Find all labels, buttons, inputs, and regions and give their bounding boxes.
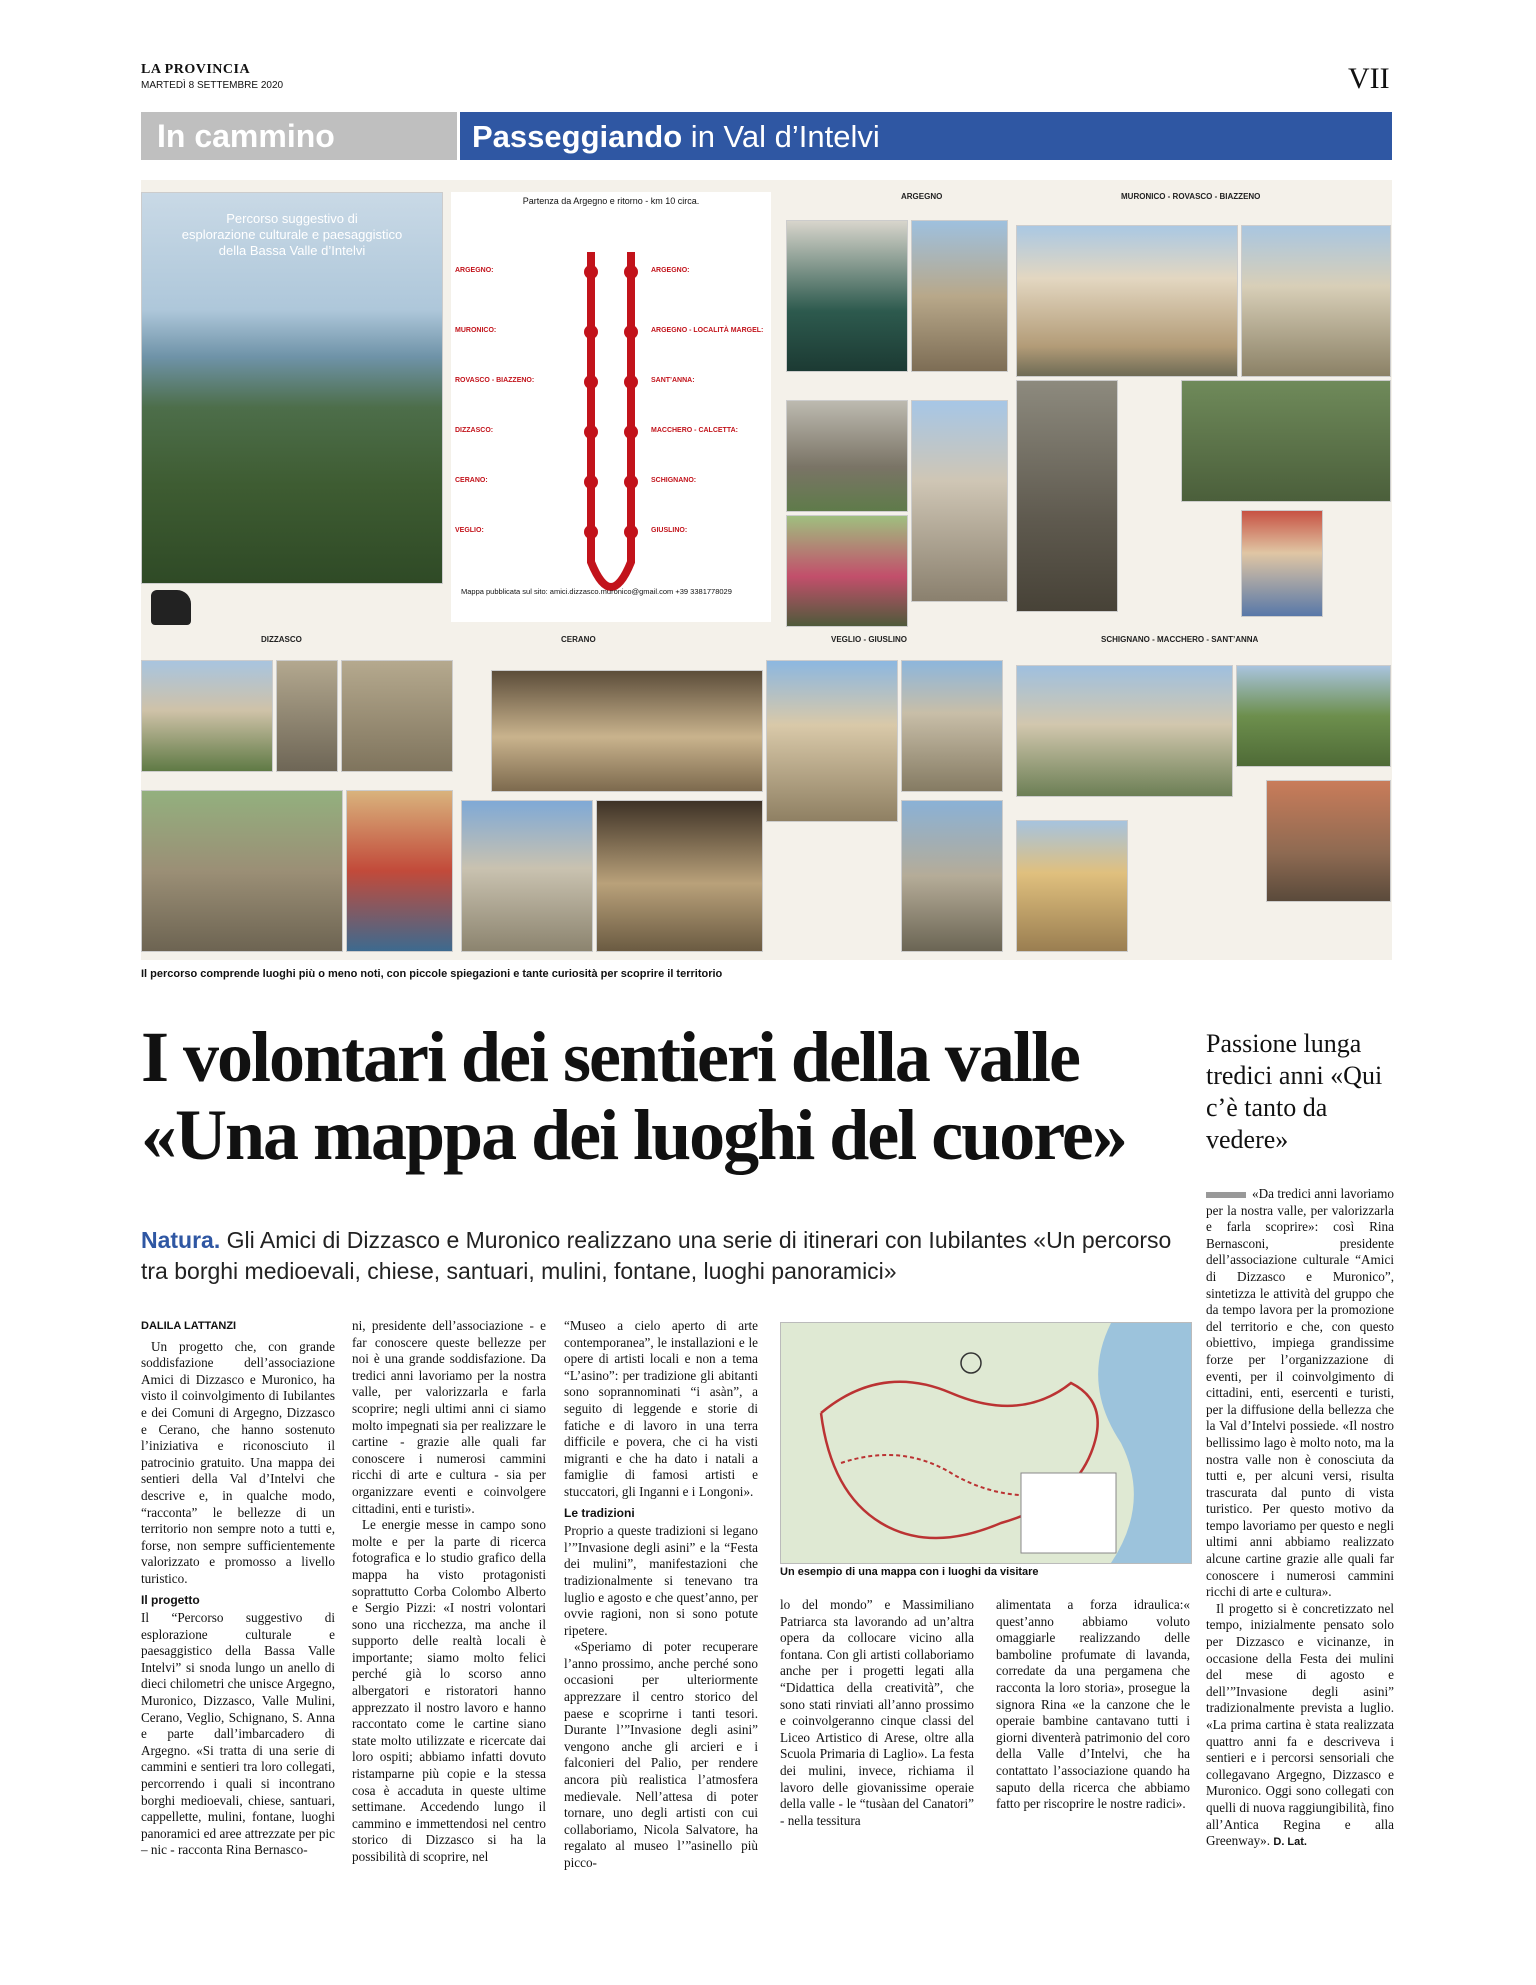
argegno-tower-photo xyxy=(911,220,1008,372)
argegno-flowers-photo xyxy=(786,515,908,627)
veglio-church-photo xyxy=(766,660,898,822)
veglio-street-photo xyxy=(901,800,1003,952)
poster-title-1: Percorso suggestivo di xyxy=(226,211,358,226)
dizzasco-mural-photo xyxy=(346,790,453,952)
dizzasco-statue-photo xyxy=(341,660,453,772)
side-grey-bar xyxy=(1206,1192,1246,1198)
poster-image xyxy=(141,180,1392,960)
stop-left-2: MURONICO: xyxy=(455,327,497,334)
panel-label-dizzasco: DIZZASCO xyxy=(261,635,302,644)
poster-title-3: della Bassa Valle d’Intelvi xyxy=(218,243,366,258)
stop-right-1: ARGEGNO: xyxy=(651,267,690,274)
stop-right-5: SCHIGNANO: xyxy=(651,477,697,484)
route-diagram xyxy=(451,192,771,622)
panel-label-muronico: MURONICO - ROVASCO - BIAZZENO xyxy=(1121,192,1261,201)
biazzeno-shrine-photo xyxy=(1241,510,1323,617)
newspaper-name: LA PROVINCIA xyxy=(141,62,251,77)
side-paragraph-2-text: Il progetto si è concretizzato nel tempo, inizialmente pensato solo per Dizzasco e vicinanze, in occasione della Festa dei mulini del mese di agosto e dell’”Invasione degli asini” tradizionalmente prevista a luglio. «La prima cartina è stata realizzata quattro anni fa e descriveva i sentieri e i percorsi sensoriali che collegavano Argegno, Dizzasco e Muronico. Oggi sono collegati con quelli di nuova raggiungibilità, fino all’Antica Regina e alla Greenway». xyxy=(1206,1600,1394,1849)
poster-title-2: esplorazione culturale e paesaggistico xyxy=(181,227,403,242)
headline xyxy=(141,1018,1191,1174)
col5-paragraph-1: alimentata a forza idraulica:« quest’anno abbiamo voluto omaggiarle realizzando delle bamboline profumate di lavanda, corredate da una pergamena che racconta la loro storia», prosegue la signora Rina «e la canzone che le operaie bambine cantavano tutti i giorni diventerà patrimonio del coro della Valle d’Intelvi, che ha contattato l’associazione quando ha saputo della ricerca che abbiamo fatto per riscoprire le nostre radici». xyxy=(996,1597,1190,1812)
stop-left-1: ARGEGNO: xyxy=(455,267,494,274)
photo-caption: Il percorso comprende luoghi più o meno noti, con piccole spiegazioni e tante curiosità per scoprire il territorio xyxy=(141,968,723,980)
section-label-right xyxy=(460,112,1392,160)
article-column-3 xyxy=(564,1318,758,1872)
veglio-chapel-photo xyxy=(901,660,1003,792)
stop-left-5: CERANO: xyxy=(455,477,488,484)
dizzasco-alley-photo xyxy=(276,660,338,772)
section-right-bold: Passeggiando xyxy=(472,119,683,154)
argegno-houses-photo xyxy=(786,400,908,512)
map-caption: Un esempio di una mappa con i luoghi da visitare xyxy=(780,1566,1039,1578)
trail-map-svg xyxy=(781,1323,1191,1563)
dizzasco-mill-photo xyxy=(141,790,343,952)
side-headline: Passione lunga tredici anni «Qui c’è tanto da vedere» xyxy=(1206,1029,1383,1154)
argegno-arch-photo xyxy=(786,220,908,372)
col1-paragraph-1: Un progetto che, con grande soddisfazione dell’associazione Amici di Dizzasco e Muronico, ha visto il coinvolgimento di Iubilantes e dei Comuni di Argegno, Dizzasco e Cerano, che hanno sostenuto l’iniziativa e riconosciuto il patrocinio gratuito. Una mappa dei sentieri della Val d’Intelvi che descrive e, in qualche modo, “racconta” le bellezze di un territorio non sempre noto a tutti e, forse, non sempre sufficientemente valorizzato e promosso a livello turistico. xyxy=(141,1338,335,1586)
stop-right-4: MACCHERO - CALCETTA: xyxy=(651,427,738,434)
cerano-arch-photo xyxy=(596,800,763,952)
stop-right-2: ARGEGNO - LOCALITÀ MARGEL: xyxy=(651,327,764,334)
dizzasco-church-photo xyxy=(141,660,273,772)
col2-paragraph-1: ni, presidente dell’associazione - e far conoscere queste bellezze per noi è una grande soddisfazione. Da tredici anni lavoriamo per la nostra valle, per valorizzarla e farla scoprire; negli ultimi anni ci siamo molto impegnati sia per realizzare le cartine - grazie alle quali far conoscere i numerosi cammini ricchi di arte e cultura - sia per organizzare eventi e coinvolgere cittadini, enti e turisti». xyxy=(352,1318,546,1516)
panel-label-cerano: CERANO xyxy=(561,635,596,644)
muronico-oratory-photo xyxy=(1241,225,1391,377)
stop-right-3: SANT’ANNA: xyxy=(651,377,695,384)
side-signature: D. Lat. xyxy=(1273,1836,1307,1849)
page-number: VII xyxy=(1348,62,1390,95)
subtitle-text: Gli Amici di Dizzasco e Muronico realizzano una serie di itinerari con Iubilantes «Un percorso tra borghi medioevali, chiese, santuari, mulini, fontane, luoghi panoramici» xyxy=(141,1227,1172,1284)
lake-landscape-photo xyxy=(141,192,443,584)
argegno-church-photo xyxy=(911,400,1008,602)
col2-paragraph-2: Le energie messe in campo sono molte e per la parte di ricerca fotografica e lo studio grafico della mappa ha visto protagonisti soprattutto Corba Colombo Alberto e Sergio Pizzi: «I nostri volontari sono una ricchezza, ma anche il supporto delle realtà locali è importante; siamo molto felici perché già lo scorso anno albergatori e ristoratori hanno apprezzato il nostro lavoro e hanno raccontato come le cartine siano state molto utilizzate e ricercate dai loro ospiti; abbiamo infatti dovuto ristamparne più copie e la stessa cosa è accaduta in queste ultime settimane. Accedendo lungo il cammino e immettendosi nel centro storico di Dizzasco si ha la possibilità di scoprire, nel xyxy=(352,1517,546,1864)
article-column-1 xyxy=(141,1318,335,1859)
panel-label-schignano: SCHIGNANO - MACCHERO - SANT’ANNA xyxy=(1101,635,1259,644)
subhead-tradizioni: Le tradizioni xyxy=(564,1505,635,1520)
article-column-5 xyxy=(996,1597,1190,1813)
issue-date: MARTEDÌ 8 SETTEMBRE 2020 xyxy=(141,80,284,91)
subtitle xyxy=(141,1225,1191,1287)
donkey-logo-icon xyxy=(151,590,191,625)
section-label-left xyxy=(141,112,457,160)
panel-label-veglio: VEGLIO - GIUSLINO xyxy=(831,635,908,644)
trail-map-image xyxy=(780,1322,1192,1564)
macchero-chapel-photo xyxy=(1016,820,1128,952)
stop-left-4: DIZZASCO: xyxy=(455,427,494,434)
route-intro: Partenza da Argegno e ritorno - km 10 circa. xyxy=(522,196,700,206)
route-map-note: Mappa pubblicata sul sito: amici.dizzasco.muronico@gmail.com +39 3381778029 xyxy=(461,587,732,596)
side-paragraph-1 xyxy=(1206,1186,1394,1601)
subtitle-kicker: Natura. xyxy=(141,1227,221,1253)
col1-paragraph-2: Il “Percorso suggestivo di esplorazione culturale e paesaggistico della Bassa Valle Intelvi” si snoda lungo un anello di dieci chilometri che unisce Argegno, Muronico, Dizzasco, Valle Mulini, Cerano, Veglio, Schignano, S. Anna e parte dall’imbarcadero di Argegno. «Si tratta di una serie di cammini e sentieri tra loro collegati, percorrendo i quali si incontrano borghi medioevali, chiese, santuari, cappellette, mulini, fontane, luoghi panoramici ed aree attrezzate per pic – nic - racconta Rina Bernasco- xyxy=(141,1610,335,1858)
col3-paragraph-3: «Speriamo di poter recuperare l’anno prossimo, anche perché sono occasioni per ulteriormente apprezzare il centro storico del paese e scoprirne i tanti tesori. Durante l’”Invasione degli asini” vengono anche gli arcieri e i falconieri del Palio, per rendere ancora più realistica l’atmosfera medievale. Nell’attesa di poter tornare, uno degli artisti con cui collaboriamo, Nicola Salvatore, ha regalato al museo l’”asinello più picco- xyxy=(564,1639,758,1870)
muronico-bridge-photo xyxy=(1181,380,1391,502)
col4-paragraph-1: lo del mondo” e Massimiliano Patriarca sta lavorando ad un’altra opera da collocare vicino alla fontana. Con gli artisti collaboriamo anche per i progetti legati alla “Didattica della creatività”, che sono stati rinviati all’anno prossimo e coinvolgeranno cinque classi del Liceo Artistico di Arese, oltre alla Scuola Primaria di Laglio». La festa dei mulini, invece, richiama il lavoro delle giovanissime operaie della valle - le “tusàan del Canatori” - nella tessitura xyxy=(780,1597,974,1828)
article-column-4 xyxy=(780,1597,974,1829)
muronico-stairs-photo xyxy=(1016,380,1118,612)
headline-line-2: «Una mappa dei luoghi del cuore» xyxy=(141,1095,1126,1175)
stop-right-6: GIUSLINO: xyxy=(651,527,688,534)
stop-left-3: ROVASCO - BIAZZENO: xyxy=(455,377,535,384)
cerano-tunnel-photo xyxy=(491,670,763,792)
route-line-svg xyxy=(451,192,771,622)
santanna-path-photo xyxy=(1236,665,1391,767)
cerano-tower-photo xyxy=(461,800,593,952)
side-paragraph-1-text: «Da tredici anni lavoriamo per la nostra valle, per valorizzarla e farla scoprire»: così Rina Bernasconi, presidente dell’associazione culturale “Amici di Dizzasco e Muronico”, sintetizza le attività del gruppo che da tempo lavora per la promozione del territorio e che, con questo obiettivo, impiega grandissime forze per l’organizzazione di eventi, per il coinvolgimento di cittadini, enti, esercenti e turisti, per la diffusione della bellezza che la Val d’Intelvi possiede. «Il nostro bellissimo lago è molto noto, ma la nostra valle non è conosciuta da tutti e, per alcuni versi, risulta trascurata dal punto di vista turistico. Per questo motivo da tempo lavoriamo per questo e negli ultimi anni abbiamo realizzato alcune cartine grazie alle quali far conoscere i numerosi cammini ricchi di arte e cultura». xyxy=(1206,1186,1394,1600)
schignano-church-photo xyxy=(1016,665,1233,797)
byline: DALILA LATTANZI xyxy=(141,1320,237,1332)
section-right-text: in Val d’Intelvi xyxy=(682,119,880,154)
col3-paragraph-2: Proprio a queste tradizioni si legano l’”Invasione degli asini” e la “Festa dei mulini”, manifestazioni che tradizionalmente si tenevano tra luglio e agosto e che quest’anno, per ovvie ragioni, non si sono potute ripetere. xyxy=(564,1523,758,1638)
section-left-text: In cammino xyxy=(157,118,335,154)
side-paragraph-2 xyxy=(1206,1601,1394,1851)
subhead-progetto: Il progetto xyxy=(141,1592,200,1607)
stop-left-6: VEGLIO: xyxy=(455,527,484,534)
schignano-mural-photo xyxy=(1266,780,1391,902)
article-column-2 xyxy=(352,1318,546,1866)
panel-label-argegno: ARGEGNO xyxy=(901,192,943,201)
headline-line-1: I volontari dei sentieri della valle xyxy=(141,1017,1079,1097)
col3-paragraph-1: “Museo a cielo aperto di arte contemporanea”, le installazioni e le opere di artisti locali e non a tema “L’asino”: per tradizione gli abitanti sono soprannominati “i asàn”, a seguito di leggende e storie di fatiche e di lavoro in una terra difficile e povera, che ci ha visti migranti e che ha dato i natali a famiglie di famosi artisti e stuccatori, gli Inganni e i Longoni». xyxy=(564,1318,758,1499)
side-article-column xyxy=(1206,1186,1394,1851)
muronico-church-photo xyxy=(1016,225,1238,377)
